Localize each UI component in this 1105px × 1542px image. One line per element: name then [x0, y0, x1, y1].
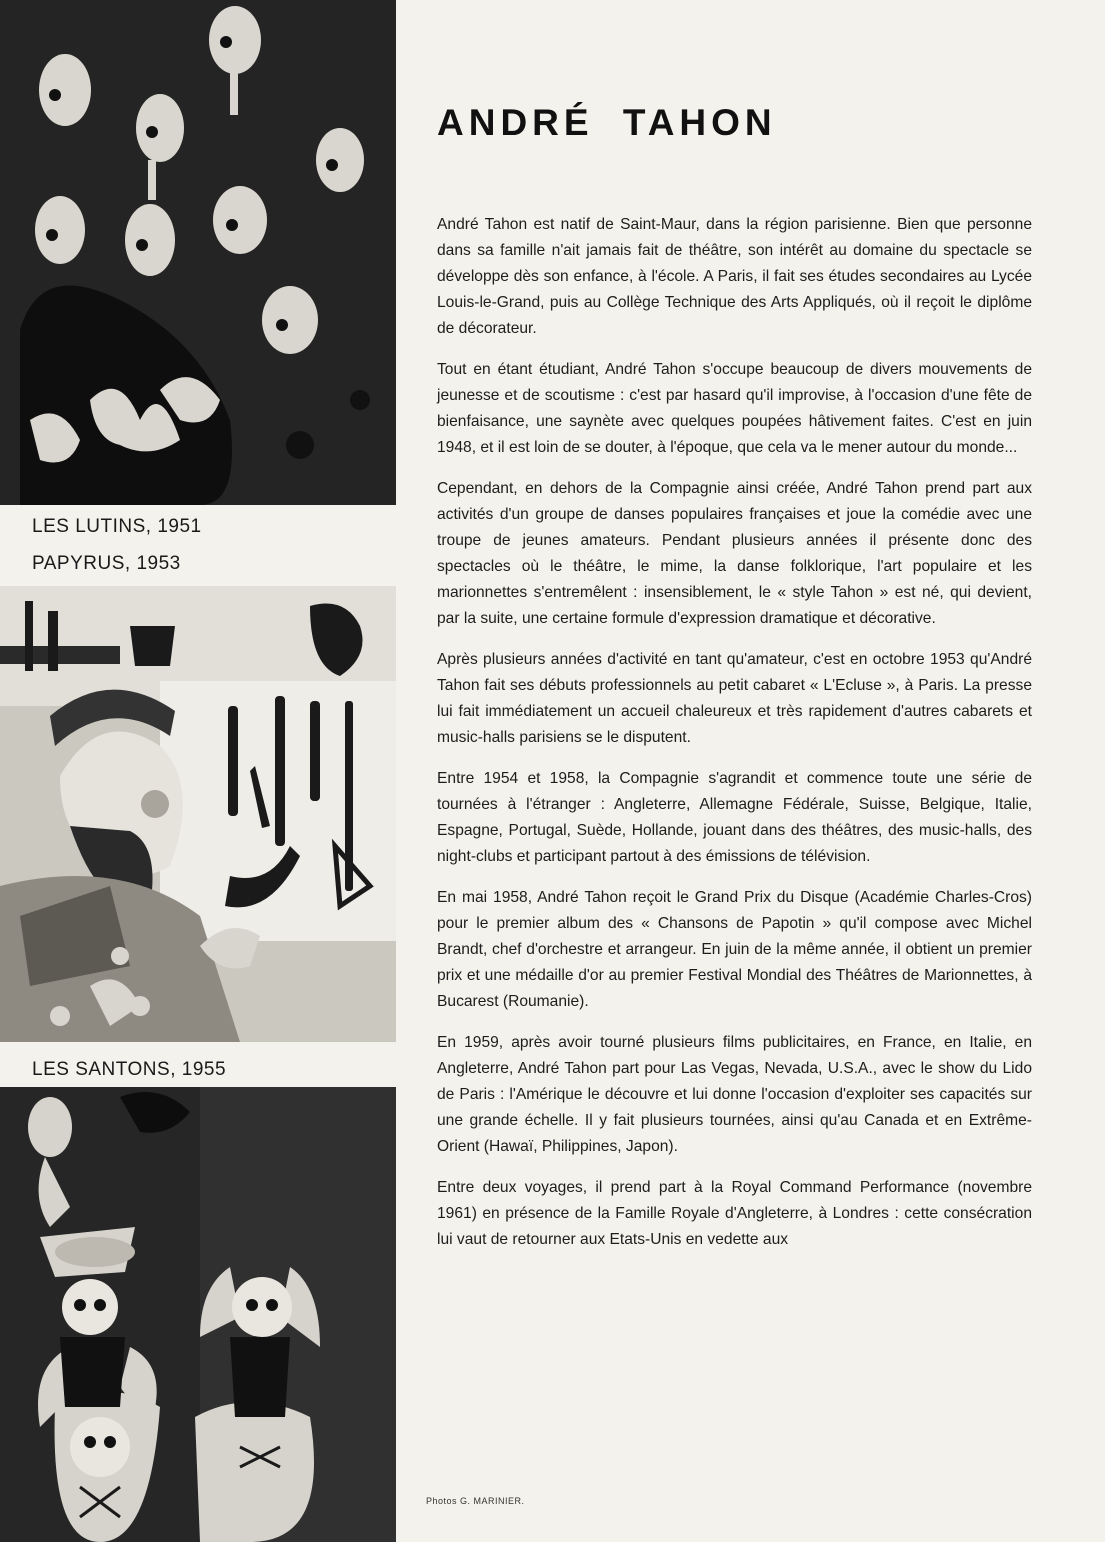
paragraph: Tout en étant étudiant, André Tahon s'occupe beaucoup de divers mouvements de jeunesse et de scoutisme : c'est par hasard qu'il improvise, à l'occasion d'une fête de bienfaisance, une saynète avec quelques poupées hâtivement faites. C'est en juin 1948, et il est loin de se douter, à l'époque, que cela va le mener autour du monde...: [437, 361, 1032, 456]
article-body: [437, 212, 1032, 1268]
paragraph: En 1959, après avoir tourné plusieurs films publicitaires, en France, en Italie, en Angleterre, André Tahon part pour Las Vegas, Nevada, U.S.A., avec le show du Lido de Paris : l'Amérique le découvre et lui donne l'occasion d'exploiter ses capacités sur une grande échelle. Il y fait plusieurs tournées, ainsi qu'au Canada et en Extrême-Orient (Hawaï, Philippines, Japon).: [437, 1034, 1032, 1155]
photo-column: [0, 0, 396, 1542]
paragraph: En mai 1958, André Tahon reçoit le Grand Prix du Disque (Académie Charles-Cros) pour le premier album des « Chansons de Papotin » qu'il compose avec Michel Brandt, chef d'orchestre et arrangeur. En juin de la même année, il obtient un premier prix et une médaille d'or au premier Festival Mondial des Théâtres de Marionnettes, à Bucarest (Roumanie).: [437, 889, 1032, 1010]
caption-les-lutins: LES LUTINS, 1951: [32, 516, 202, 537]
photo-les-lutins: [0, 0, 396, 505]
page-title: ANDRÉ TAHON: [437, 102, 777, 143]
caption-les-santons: LES SANTONS, 1955: [32, 1059, 227, 1080]
caption-papyrus: PAPYRUS, 1953: [32, 553, 181, 574]
paragraph: André Tahon est natif de Saint-Maur, dans la région parisienne. Bien que personne dans sa famille n'ait jamais fait de théâtre, son intérêt au domaine du spectacle se développe dès son enfance, à l'école. A Paris, il fait ses études secondaires au Lycée Louis-le-Grand, puis au Collège Technique des Arts Appliqués, où il reçoit le diplôme de décorateur.: [437, 216, 1032, 337]
photo-les-santons: [0, 1087, 396, 1542]
photo-papyrus: [0, 586, 396, 1042]
paragraph: Cependant, en dehors de la Compagnie ainsi créée, André Tahon prend part aux activités d'un groupe de danses populaires françaises et joue la comédie avec une troupe de jeunes amateurs. Pendant plusieurs années il présente donc des spectacles où le théâtre, le mime, la danse folklorique, l'art populaire et les marionnettes s'entremêlent : insensiblement, le « style Tahon » est né, qui devient, par la suite, une certaine formule d'expression dramatique et décorative.: [437, 480, 1032, 627]
paragraph: Entre deux voyages, il prend part à la Royal Command Performance (novembre 1961) en présence de la Famille Royale d'Angleterre, à Londres : cette consécration lui vaut de retourner aux Etats-Unis en vedette aux: [437, 1179, 1032, 1248]
paragraph: Entre 1954 et 1958, la Compagnie s'agrandit et commence toute une série de tournées à l'étranger : Angleterre, Allemagne Fédérale, Suisse, Belgique, Italie, Espagne, Portugal, Suède, Hollande, jouant dans des théâtres, des music-halls, des night-clubs et participant partout à des émissions de télévision.: [437, 770, 1032, 865]
paragraph: Après plusieurs années d'activité en tant qu'amateur, c'est en octobre 1953 qu'André Tahon fait ses débuts professionnels au petit cabaret « L'Ecluse », à Paris. La presse lui fait immédiatement un accueil chaleureux et très rapidement d'autres cabarets et music-halls parisiens se le disputent.: [437, 651, 1032, 746]
photo-credit: Photos G. MARINIER.: [426, 1496, 525, 1506]
